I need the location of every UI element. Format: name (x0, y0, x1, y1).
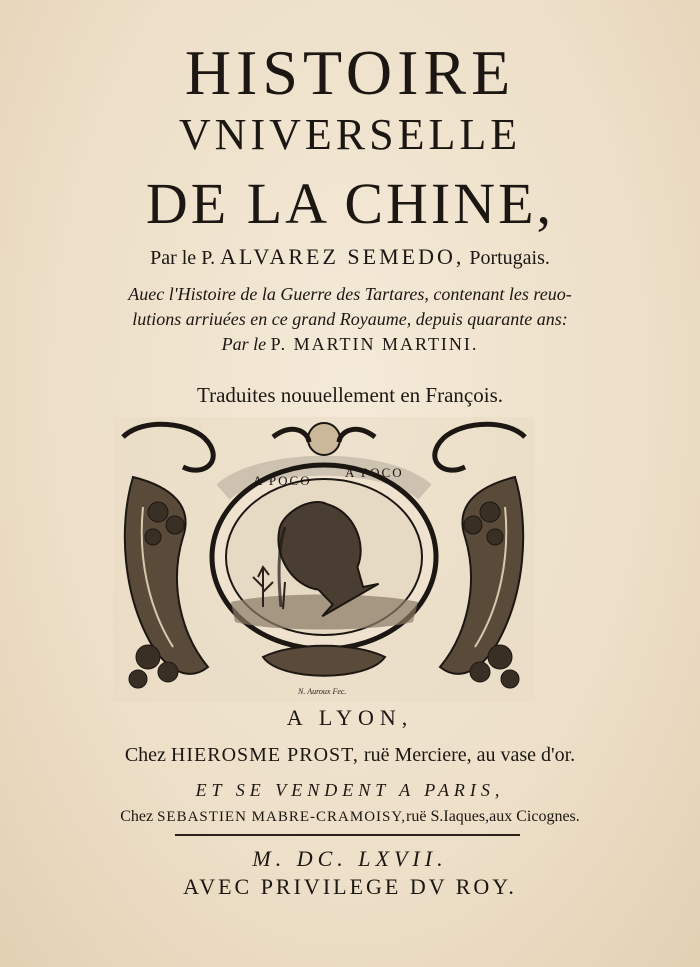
motto-right: A POCO (345, 465, 404, 480)
privilege-line: AVEC PRIVILEGE DV ROY. (183, 874, 517, 899)
imprint-city: A LYON, (286, 705, 414, 730)
printer-line (0, 744, 700, 767)
subtitle-line-3-prefix: Par le (221, 334, 267, 354)
printer-address: ruë Merciere, au vase d'or. (363, 744, 576, 766)
subtitle-line-3 (0, 334, 700, 355)
author-line (0, 244, 700, 270)
publication-date: M. DC. LXVII. (252, 846, 448, 871)
seller-name: SEBASTIEN MABRE-CRAMOISY, (157, 809, 407, 825)
second-author-name: P. MARTIN MARTINI. (270, 334, 479, 354)
title-line-1: HISTOIRE (184, 37, 516, 108)
printer-name: HIEROSME PROST, (170, 744, 359, 766)
seller-address: ruë S.Iaques,aux Cicognes. (406, 808, 580, 825)
translation-note: Traduites nouuellement en François. (196, 383, 503, 407)
author-prefix: Par le P. (150, 247, 216, 269)
author-name: ALVAREZ SEMEDO, (220, 244, 465, 269)
engraver-credit: N. Auroux Fec. (298, 687, 347, 696)
printer-prefix: Chez (124, 744, 166, 766)
engraved-vignette (113, 417, 535, 702)
seller-line (0, 808, 700, 826)
subtitle-line-1: Auec l'Histoire de la Guerre des Tartares, contenant les reuo- (128, 284, 572, 304)
author-suffix: Portugais. (469, 247, 550, 269)
sold-in-paris-line: ET SE VENDENT A PARIS, (195, 780, 505, 800)
cherub-head-icon (308, 423, 340, 455)
title-line-2: VNIVERSELLE (178, 110, 522, 159)
seller-prefix: Chez (120, 808, 154, 825)
subtitle-line-2: lutions arriuées en ce grand Royaume, depuis quarante ans: (132, 309, 568, 329)
title-line-3: DE LA CHINE, (145, 171, 555, 236)
divider-rule (175, 834, 520, 836)
motto-left: A POCO (253, 473, 312, 488)
